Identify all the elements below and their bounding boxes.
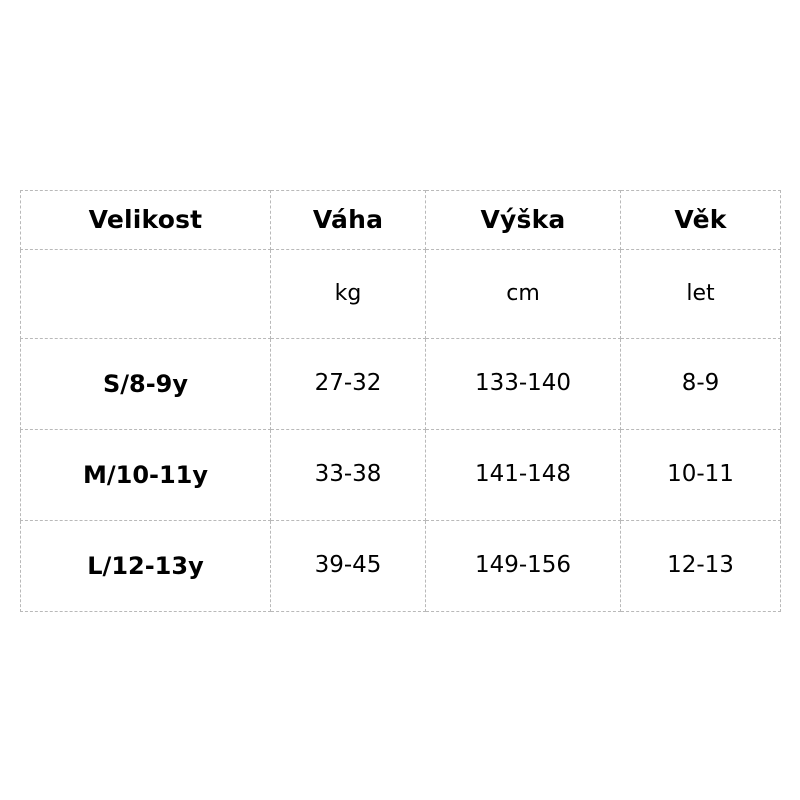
cell-age xyxy=(621,521,781,612)
cell-value-age: 12-13 xyxy=(667,552,734,579)
cell-height xyxy=(426,430,621,521)
units-label-age: let xyxy=(686,280,715,306)
cell-size xyxy=(21,521,271,612)
cell-size xyxy=(21,339,271,430)
cell-value-height: 149-156 xyxy=(474,552,572,579)
units-label-height: cm xyxy=(506,280,540,306)
header-cell-height xyxy=(426,191,621,250)
header-label-weight: Váha xyxy=(312,205,384,235)
cell-value-age: 8-9 xyxy=(681,370,720,397)
units-label-weight: kg xyxy=(334,280,362,306)
cell-weight xyxy=(271,430,426,521)
cell-value-height: 133-140 xyxy=(474,370,572,397)
units-cell-weight xyxy=(271,250,426,339)
cell-height xyxy=(426,339,621,430)
cell-age xyxy=(621,339,781,430)
cell-size xyxy=(21,430,271,521)
header-cell-age xyxy=(621,191,781,250)
size-chart-table xyxy=(20,190,781,612)
units-cell-age xyxy=(621,250,781,339)
cell-height xyxy=(426,521,621,612)
table-row xyxy=(21,430,781,521)
header-label-size: Velikost xyxy=(88,205,203,235)
table-header-row xyxy=(21,191,781,250)
cell-value-weight: 27-32 xyxy=(314,370,382,397)
cell-age xyxy=(621,430,781,521)
units-cell-height xyxy=(426,250,621,339)
header-label-height: Výška xyxy=(480,205,566,235)
header-cell-size xyxy=(21,191,271,250)
header-cell-weight xyxy=(271,191,426,250)
units-cell-size xyxy=(21,250,271,339)
cell-value-size: M/10-11y xyxy=(82,460,209,489)
cell-value-age: 10-11 xyxy=(667,461,734,488)
cell-value-height: 141-148 xyxy=(474,461,572,488)
table-row xyxy=(21,521,781,612)
cell-value-size: S/8-9y xyxy=(102,369,189,398)
cell-weight xyxy=(271,339,426,430)
size-chart-table-wrapper xyxy=(20,190,780,612)
cell-value-size: L/12-13y xyxy=(87,551,204,580)
table-units-row xyxy=(21,250,781,339)
cell-value-weight: 33-38 xyxy=(314,461,382,488)
cell-weight xyxy=(271,521,426,612)
header-label-age: Věk xyxy=(674,205,727,235)
cell-value-weight: 39-45 xyxy=(314,552,382,579)
table-row xyxy=(21,339,781,430)
